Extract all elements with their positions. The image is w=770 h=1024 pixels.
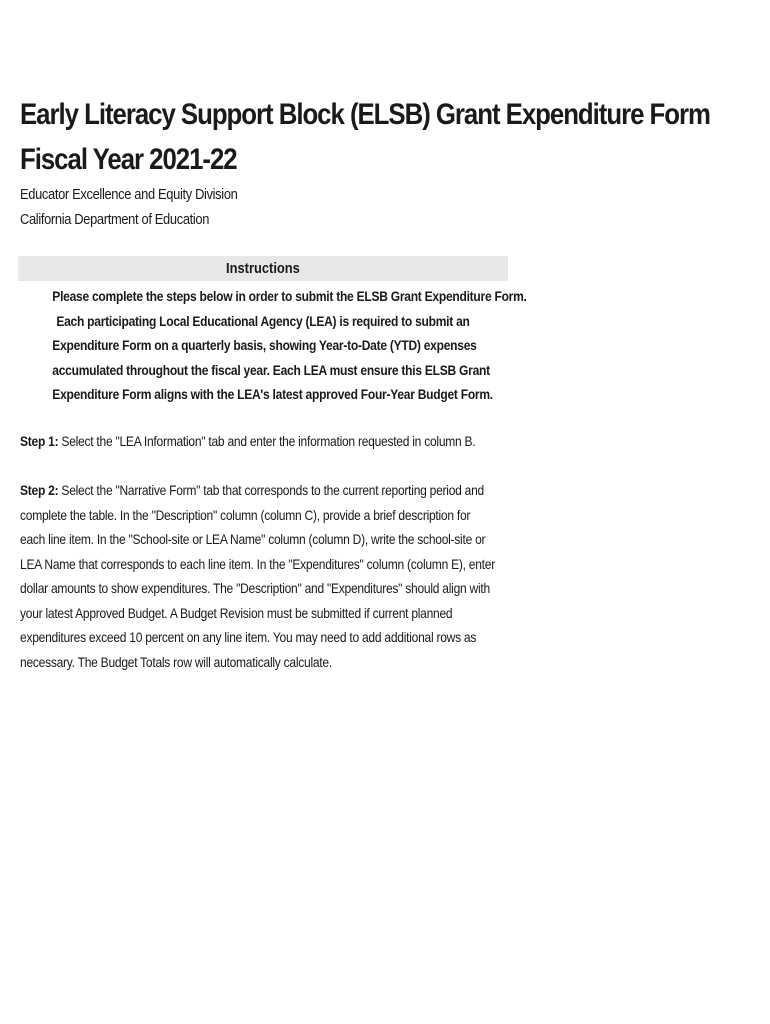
step-2-line: complete the table. In the "Description" column (column C), provide a brief description for xyxy=(20,506,471,523)
instructions-line: Expenditure Form aligns with the LEA's latest approved Four-Year Budget Form. xyxy=(52,386,493,402)
title-line-2: Fiscal Year 2021-22 xyxy=(20,143,237,176)
step-2-line: necessary. The Budget Totals row will automatically calculate. xyxy=(20,653,332,670)
instructions-line: Please complete the steps below in order to submit the ELSB Grant Expenditure Form. xyxy=(52,288,527,304)
department-name: California Department of Education xyxy=(20,211,210,228)
instructions-line: accumulated throughout the fiscal year. Each LEA must ensure this ELSB Grant xyxy=(52,361,490,378)
step-2-line: your latest Approved Budget. A Budget Revision must be submitted if current planned xyxy=(20,604,453,621)
instructions-line: Each participating Local Educational Agency (LEA) is required to submit an xyxy=(56,312,470,329)
step-2-line: expenditures exceed 10 percent on any line item. You may need to add additional rows as xyxy=(20,629,477,645)
step-2-line: dollar amounts to show expenditures. The "Description" and "Expenditures" should align with xyxy=(20,580,490,596)
step-2-label: Step 2: xyxy=(20,482,59,498)
division-name: Educator Excellence and Equity Division xyxy=(20,186,238,203)
page-title xyxy=(20,92,710,182)
instructions-heading xyxy=(18,256,508,281)
instructions-text xyxy=(18,284,527,407)
instructions-heading-text: Instructions xyxy=(226,260,300,277)
step-2-line: LEA Name that corresponds to each line item. In the "Expenditures" column (column E), enter xyxy=(20,555,495,572)
step-1-line xyxy=(20,429,502,454)
instructions-line: Expenditure Form on a quarterly basis, showing Year-to-Date (YTD) expenses xyxy=(52,337,477,353)
title-line-1: Early Literacy Support Block (ELSB) Grant Expenditure Form xyxy=(20,98,710,131)
step-2 xyxy=(20,478,580,674)
step-1-text: Select the "LEA Information" tab and enter the information requested in column B. xyxy=(58,433,476,449)
step-2-line: each line item. In the "School-site or LEA Name" column (column D), write the school-site or xyxy=(20,531,486,547)
step-1-label: Step 1: xyxy=(20,433,59,449)
step-2-text: Select the "Narrative Form" tab that corresponds to the current reporting period and xyxy=(58,482,484,498)
step-2-line xyxy=(20,478,502,503)
step-1 xyxy=(20,429,580,454)
